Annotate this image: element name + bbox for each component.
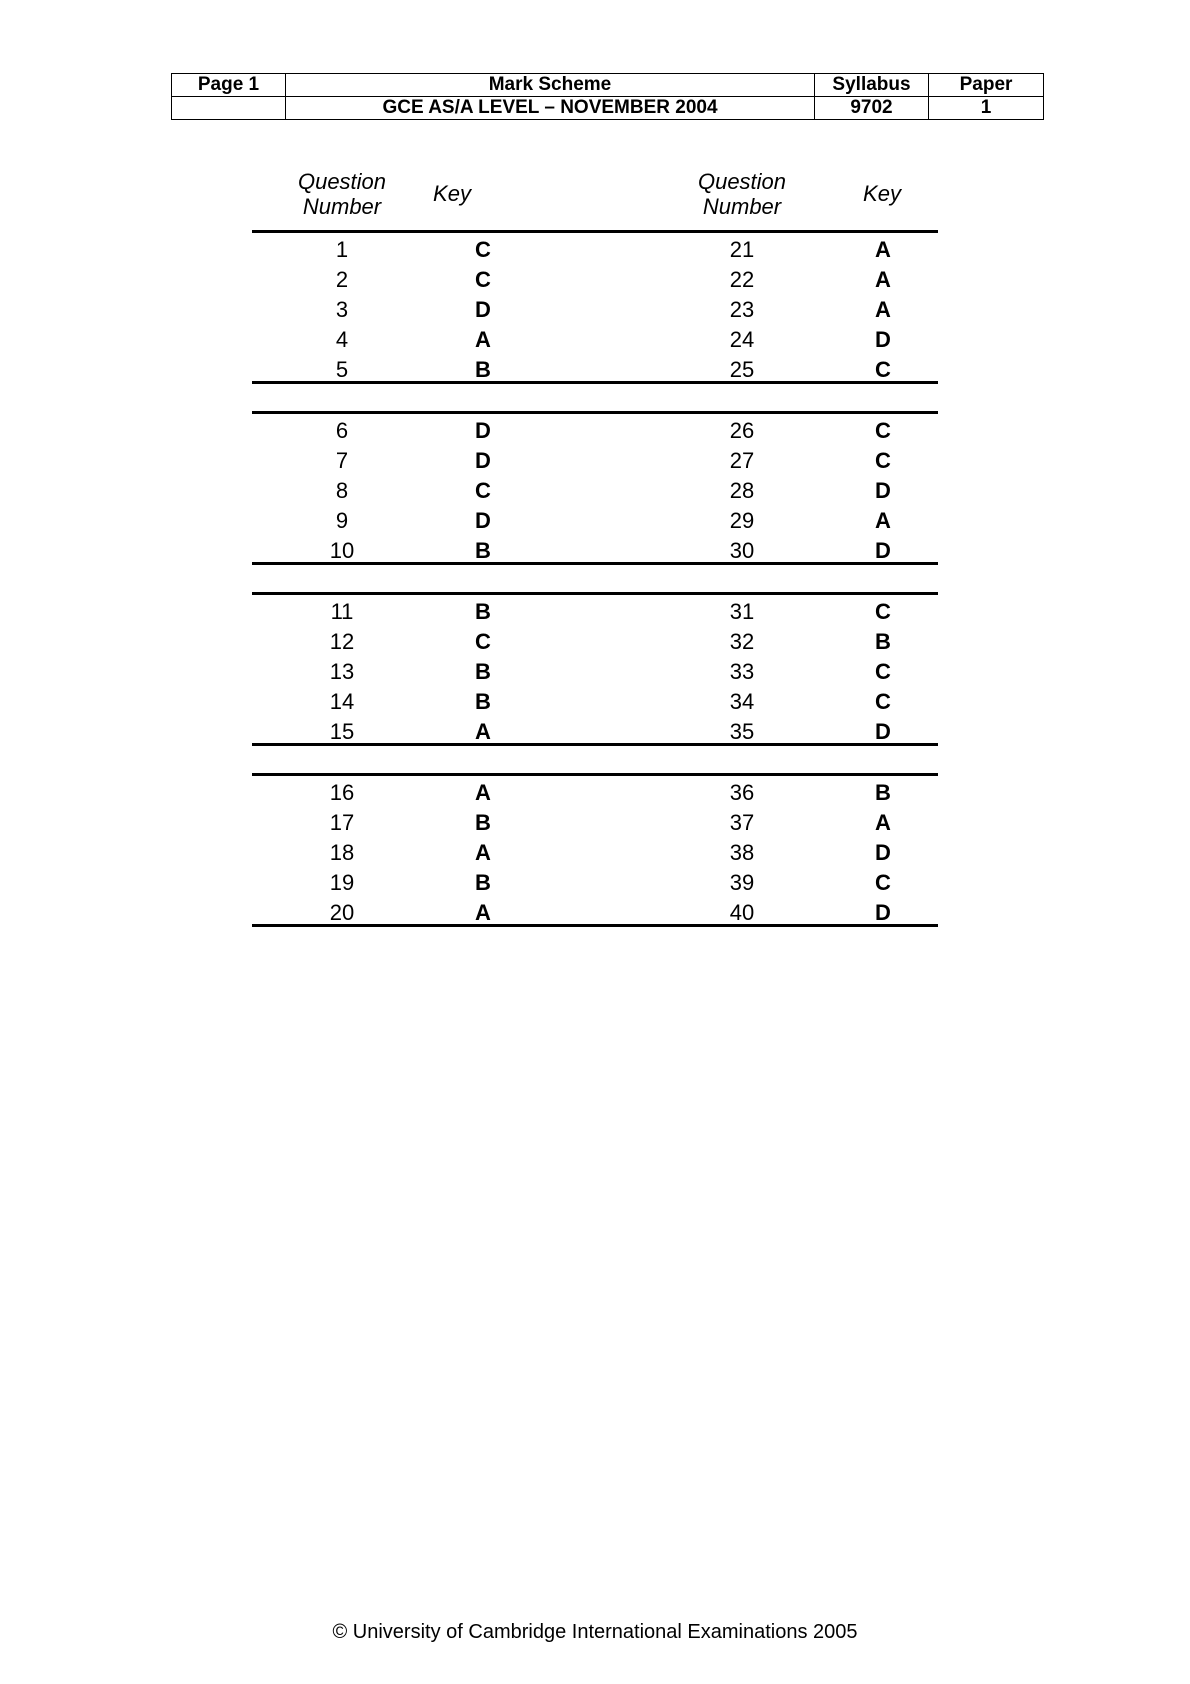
table-row [252, 416, 938, 446]
answer-key: B [875, 629, 891, 654]
table-row [252, 808, 938, 838]
question-number: 31 [729, 599, 755, 624]
question-number: 17 [329, 810, 355, 835]
answer-key: B [475, 599, 491, 624]
question-number: 29 [729, 508, 755, 533]
table-row [252, 235, 938, 265]
answer-key: B [475, 810, 491, 835]
answer-key: B [475, 689, 491, 714]
table-row [252, 838, 938, 868]
answer-key: C [875, 448, 891, 473]
answer-key: D [875, 538, 891, 563]
heading-text: Number [302, 194, 382, 219]
heading-text: Question [697, 169, 787, 194]
question-number: 2 [335, 267, 349, 292]
question-number: 12 [329, 629, 355, 654]
question-number: 33 [729, 659, 755, 684]
group-top-rule [252, 773, 938, 776]
group-top-rule [252, 592, 938, 595]
answer-key: C [875, 418, 891, 443]
exam-session: GCE AS/A LEVEL – NOVEMBER 2004 [286, 97, 815, 120]
syllabus-code: 9702 [815, 97, 929, 120]
page-label: Page 1 [172, 74, 286, 97]
question-number: 5 [335, 357, 349, 382]
answer-key: B [475, 357, 491, 382]
answer-key: A [475, 900, 491, 925]
answer-key: A [475, 780, 491, 805]
table-row [252, 295, 938, 325]
question-number: 21 [729, 237, 755, 262]
answer-key: D [875, 478, 891, 503]
question-number: 36 [729, 780, 755, 805]
header-table [171, 73, 1044, 120]
header-row-2 [172, 97, 1044, 120]
answer-key: A [875, 297, 891, 322]
table-row [252, 778, 938, 808]
table-row [252, 627, 938, 657]
question-number: 9 [335, 508, 349, 533]
question-number: 7 [335, 448, 349, 473]
question-number: 38 [729, 840, 755, 865]
question-number: 37 [729, 810, 755, 835]
answer-key: A [875, 267, 891, 292]
answer-key: D [475, 448, 491, 473]
document-title: Mark Scheme [286, 74, 815, 97]
group-top-rule [252, 411, 938, 414]
answer-key: D [875, 719, 891, 744]
question-number: 23 [729, 297, 755, 322]
answer-key: B [875, 780, 891, 805]
question-number: 19 [329, 870, 355, 895]
group-bottom-rule [252, 562, 938, 565]
question-number: 39 [729, 870, 755, 895]
group-top-rule [252, 230, 938, 233]
answer-key: C [875, 599, 891, 624]
table-row [252, 687, 938, 717]
question-number: 24 [729, 327, 755, 352]
question-number: 14 [329, 689, 355, 714]
question-number: 35 [729, 719, 755, 744]
question-number: 10 [329, 538, 355, 563]
heading-text: Question [297, 169, 387, 194]
answer-key: A [875, 508, 891, 533]
answer-key: C [475, 267, 491, 292]
group-bottom-rule [252, 381, 938, 384]
syllabus-label: Syllabus [815, 74, 929, 97]
question-number: 4 [335, 327, 349, 352]
answer-key: C [875, 870, 891, 895]
group-bottom-rule [252, 743, 938, 746]
group-bottom-rule [252, 924, 938, 927]
question-number: 1 [335, 237, 349, 262]
question-number: 40 [729, 900, 755, 925]
question-number-heading-right [672, 169, 812, 219]
answer-key: A [475, 719, 491, 744]
question-number: 22 [729, 267, 755, 292]
answer-key: A [875, 810, 891, 835]
question-number: 18 [329, 840, 355, 865]
question-number: 13 [329, 659, 355, 684]
answer-key: C [475, 237, 491, 262]
answer-key: D [875, 840, 891, 865]
answer-key: B [475, 870, 491, 895]
table-row [252, 325, 938, 355]
key-heading-left: Key [433, 181, 471, 206]
question-number: 6 [335, 418, 349, 443]
answer-key: D [875, 327, 891, 352]
heading-text: Number [702, 194, 782, 219]
answer-key: C [875, 689, 891, 714]
answer-key: A [475, 840, 491, 865]
paper-number: 1 [929, 97, 1044, 120]
question-number: 25 [729, 357, 755, 382]
answer-key: C [875, 357, 891, 382]
answer-key: D [475, 418, 491, 443]
answer-key: B [475, 538, 491, 563]
answer-key: A [875, 237, 891, 262]
answer-key: C [875, 659, 891, 684]
question-number: 30 [729, 538, 755, 563]
copyright-footer: © University of Cambridge International Examinations 2005 [332, 1621, 858, 1643]
table-row [252, 506, 938, 536]
key-heading-right: Key [863, 181, 901, 206]
table-row [252, 657, 938, 687]
answer-key: A [475, 327, 491, 352]
question-number: 28 [729, 478, 755, 503]
header-row-1 [172, 74, 1044, 97]
answer-key: D [475, 508, 491, 533]
question-number: 32 [729, 629, 755, 654]
answer-key: D [875, 900, 891, 925]
question-number: 20 [329, 900, 355, 925]
answer-key: C [475, 478, 491, 503]
answer-key: B [475, 659, 491, 684]
question-number: 15 [329, 719, 355, 744]
answer-key: D [475, 297, 491, 322]
table-row [252, 476, 938, 506]
question-number: 3 [335, 297, 349, 322]
question-number: 26 [729, 418, 755, 443]
header-blank-cell [172, 97, 286, 120]
question-number: 8 [335, 478, 349, 503]
table-row [252, 868, 938, 898]
question-number: 34 [729, 689, 755, 714]
answer-key: C [475, 629, 491, 654]
question-number: 11 [330, 599, 354, 624]
table-row [252, 265, 938, 295]
question-number: 16 [329, 780, 355, 805]
key-table-header [252, 167, 938, 232]
paper-label: Paper [929, 74, 1044, 97]
table-row [252, 597, 938, 627]
table-row [252, 446, 938, 476]
question-number: 27 [729, 448, 755, 473]
